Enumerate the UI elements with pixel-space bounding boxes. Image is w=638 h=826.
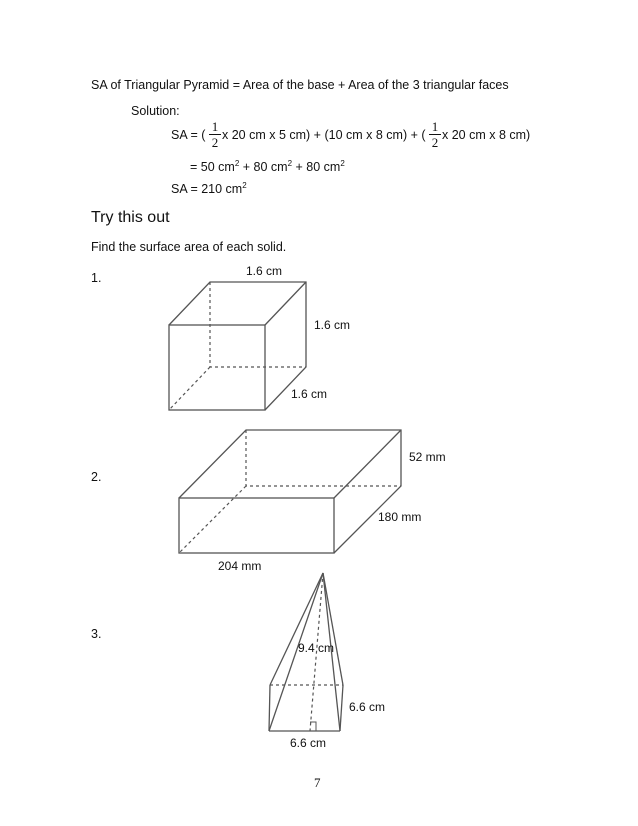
section-title: Try this out [91,209,170,226]
formula-text: SA of Triangular Pyramid = Area of the base + Area of the 3 triangular faces [91,78,509,92]
solution-line1-part3: x 20 cm x 8 cm) [442,128,531,142]
problem-2-number: 2. [91,470,102,484]
solution-line2: = 50 $cm^2 + 80$ $cm^2 + 80$ $cm^2$ [190,159,345,174]
prism-length-label: 204 mm [218,559,262,573]
solution-line1-part2: x 20 cm x 5 cm) + (10 cm x 8 cm) + ( [222,128,426,142]
solution-line3: SA = 210 $cm^2$ [171,181,247,196]
cube-height-label: 1.6 cm [314,318,351,332]
pyramid-slant-height-label: 9.4 cm [298,641,335,655]
fraction-denominator: 2 [211,135,219,150]
cube-top-label: 1.6 cm [246,264,283,278]
problem-3-number: 3. [91,627,102,641]
cube-depth-label: 1.6 cm [291,387,328,401]
fraction-numerator: 1 [211,119,219,134]
problem-1-number: 1. [91,271,102,285]
pyramid-side-label: 6.6 cm [349,700,386,714]
prism-depth-label: 180 mm [378,510,422,524]
solution-label: Solution: [131,104,180,118]
page-number: 7 [314,775,321,790]
prism-height-label: 52 mm [409,450,446,464]
rectangular-prism-figure [179,430,401,553]
fraction-denominator: 2 [431,135,439,150]
solution-line1-part1: SA = ( [171,128,206,142]
instruction-text: Find the surface area of each solid. [91,240,287,254]
pyramid-base-label: 6.6 cm [290,736,327,750]
cube-figure [169,282,306,410]
fraction-numerator: 1 [431,119,439,134]
